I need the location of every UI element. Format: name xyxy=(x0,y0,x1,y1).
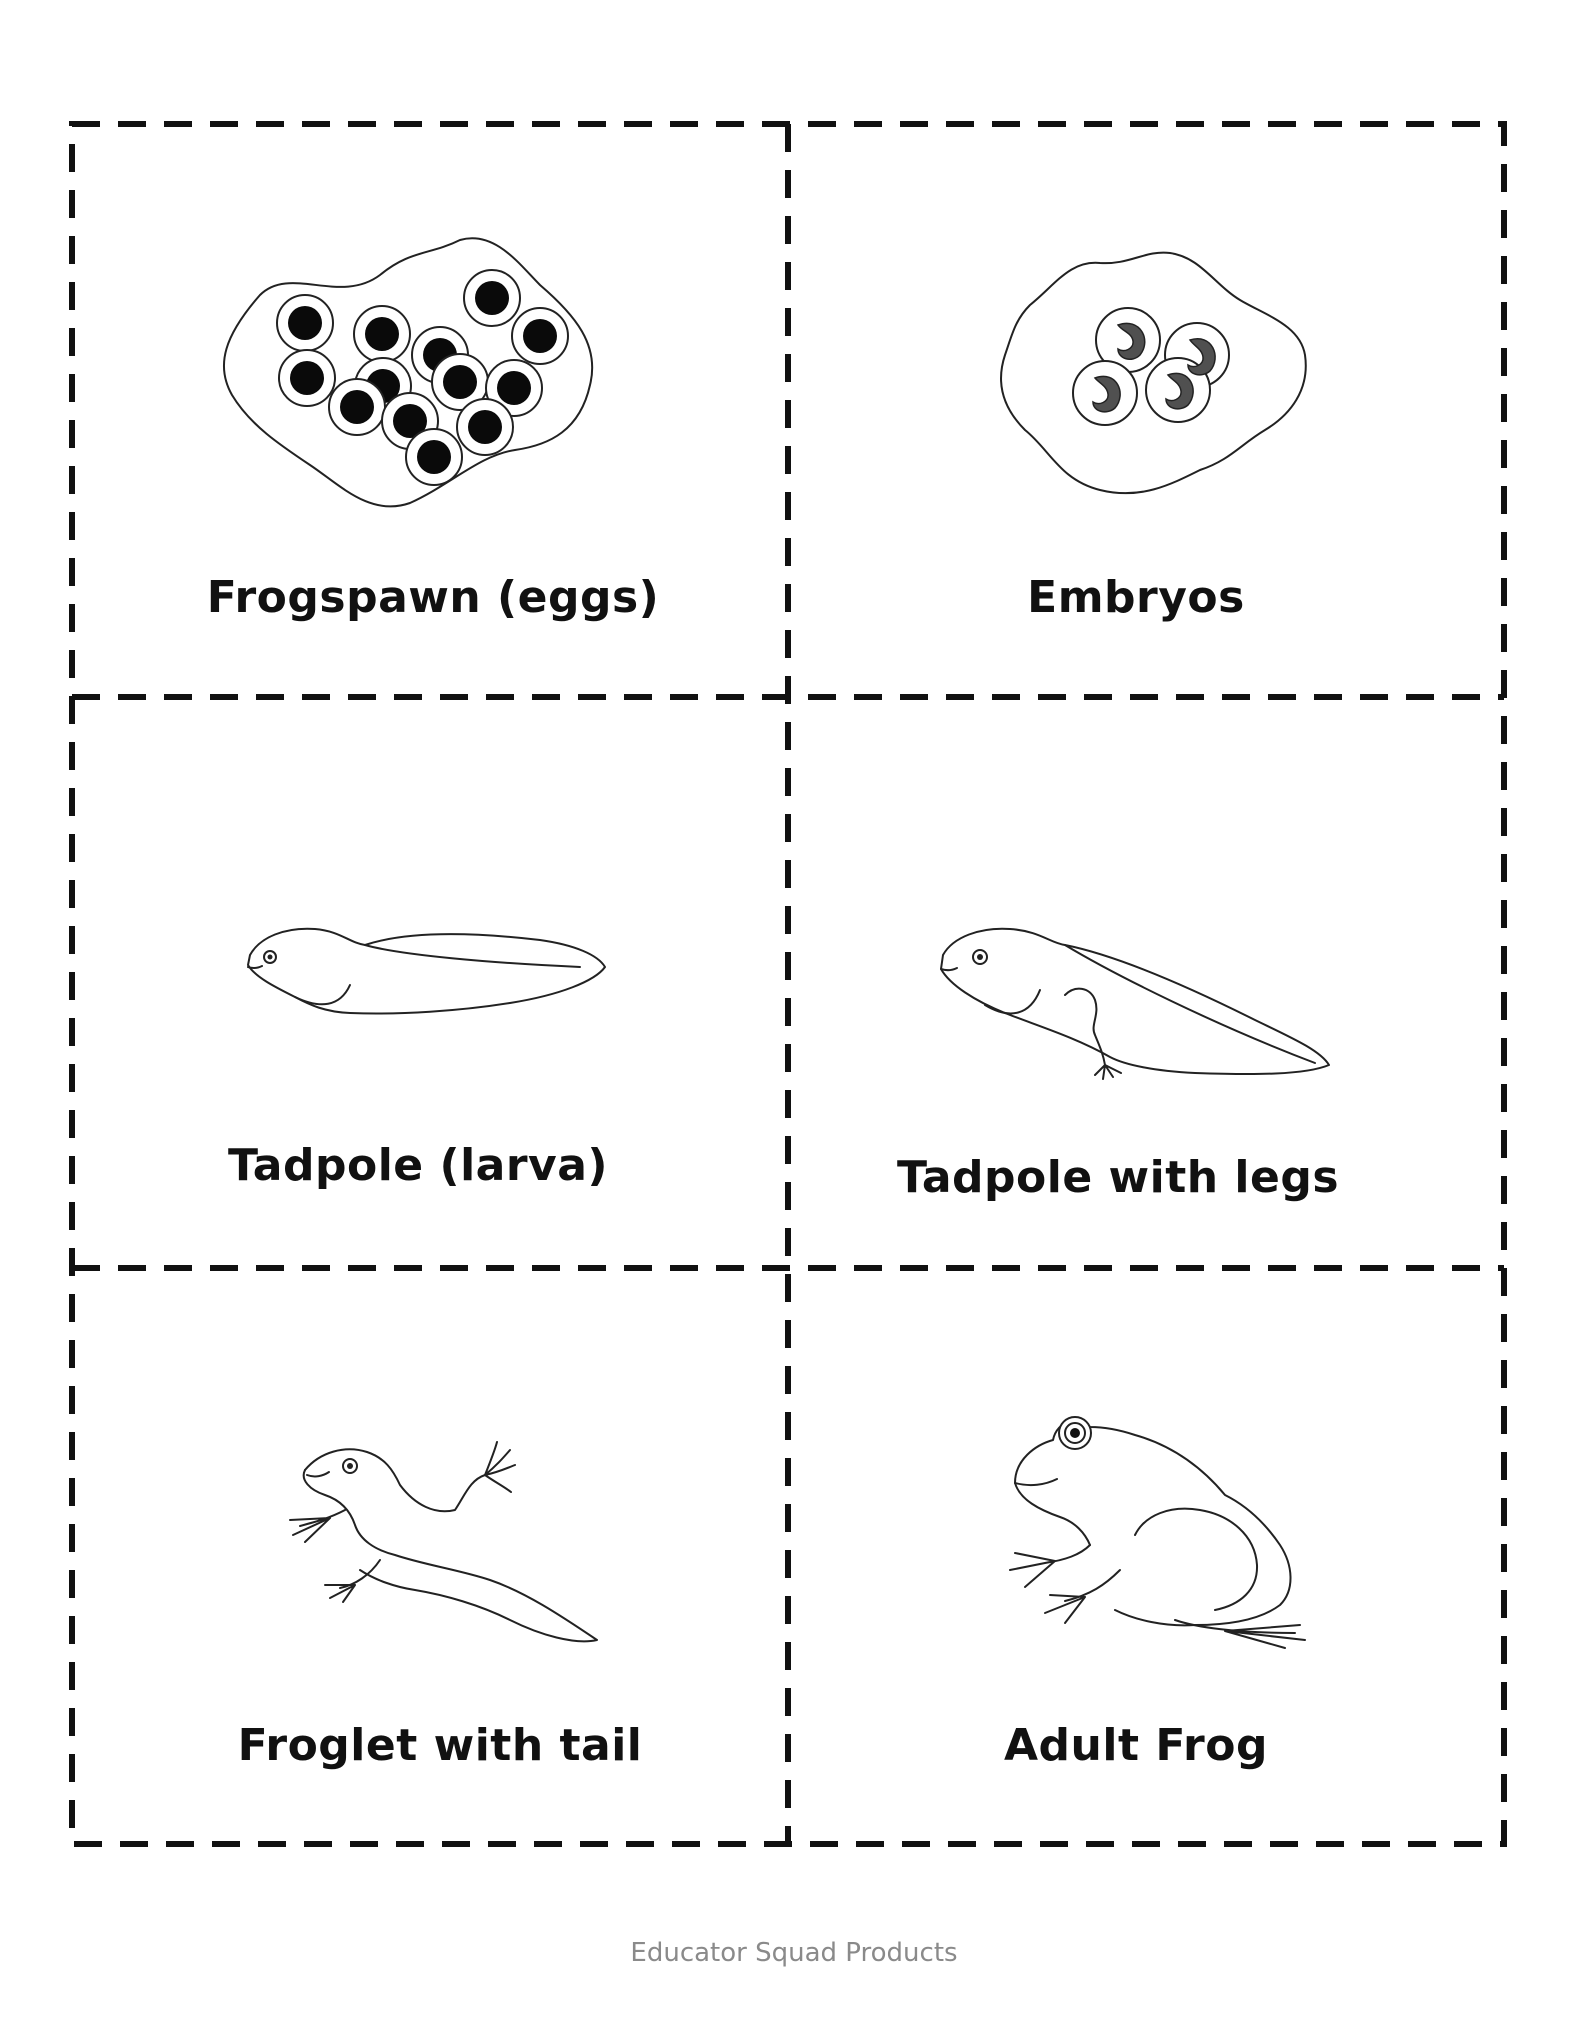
embryos-illustration xyxy=(1000,245,1310,505)
card-label-adult-frog: Adult Frog xyxy=(1004,1720,1268,1771)
card-label-embryos: Embryos xyxy=(1027,572,1245,623)
embryo-group xyxy=(1073,308,1229,425)
card-label-tadpole: Tadpole (larva) xyxy=(227,1140,609,1191)
card-label-tadpole-with-legs: Tadpole with legs xyxy=(896,1152,1340,1203)
tadpole-with-legs-illustration xyxy=(935,925,1335,1080)
footer-text: Educator Squad Products xyxy=(630,1938,958,1968)
card-label-froglet: Froglet with tail xyxy=(237,1720,643,1771)
tadpole-illustration xyxy=(240,915,610,1030)
froglet-illustration xyxy=(285,1440,605,1650)
egg-cluster xyxy=(277,270,568,485)
frogspawn-illustration xyxy=(220,235,610,515)
card-label-frogspawn: Frogspawn (eggs) xyxy=(206,572,660,623)
adult-frog-illustration xyxy=(995,1405,1325,1650)
